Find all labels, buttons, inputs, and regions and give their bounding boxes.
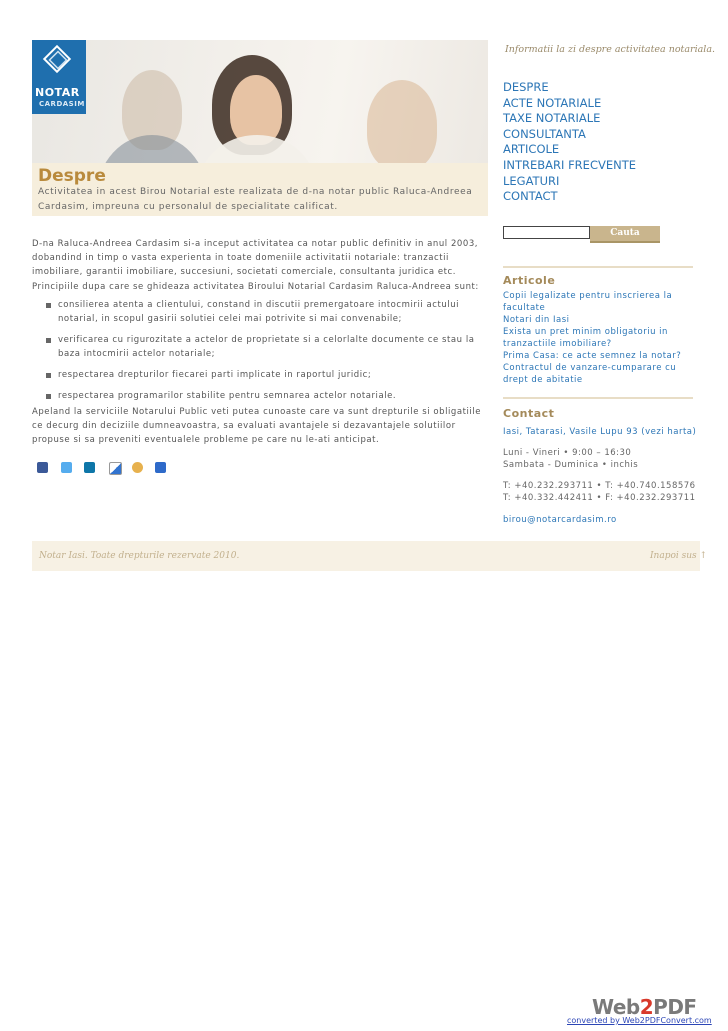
- web2pdf-logo-part: PDF: [653, 995, 697, 1019]
- sidebar-divider: [503, 266, 693, 268]
- search-button[interactable]: Cauta: [590, 226, 660, 243]
- article-link[interactable]: Contractul de vanzare-cumparare cu drept de abitatie: [503, 363, 677, 385]
- contact-hours-weekday: Luni - Vineri • 9:00 – 16:30: [503, 448, 632, 458]
- contact-heading: Contact: [503, 407, 555, 420]
- articles-list: [503, 290, 693, 386]
- back-to-top-link[interactable]: Inapoi sus ↑: [650, 551, 708, 561]
- page-title: Despre: [38, 166, 106, 186]
- main-nav: [503, 80, 636, 205]
- nav-item-acte-notariale[interactable]: ACTE NOTARIALE: [503, 95, 602, 110]
- delicious-icon[interactable]: [109, 462, 122, 475]
- contact-address-link[interactable]: Iasi, Tatarasi, Vasile Lupu 93 (vezi harta): [503, 427, 697, 437]
- addthis-icon[interactable]: [155, 462, 166, 473]
- nav-item-consultanta[interactable]: CONSULTANTA: [503, 126, 586, 141]
- article-link[interactable]: Exista un pret minim obligatoriu in tranzactiile imobiliare?: [503, 327, 668, 349]
- search-input[interactable]: [503, 226, 590, 239]
- list-item: verificarea cu rigurozitate a actelor de proprietate si a celorlalte documente ce stau la baza intocmirii actelor notariale;: [58, 333, 478, 361]
- linkedin-icon[interactable]: [84, 462, 95, 473]
- article-link[interactable]: Notari din Iasi: [503, 315, 570, 325]
- sidebar-divider: [503, 397, 693, 399]
- outro-paragraph: Apeland la serviciile Notarului Public veti putea cunoaste care va sunt drepturile si obligatiile ce decurg din deciziile dumneavoastra, sa evaluati avantajele si dezavantajele solutiilor propuse si sa preveniti eventualele probleme pe care nu le-ati anticipat.: [32, 407, 482, 445]
- logo-mark-icon: [42, 44, 74, 76]
- nav-item-despre[interactable]: DESPRE: [503, 80, 549, 94]
- intro-paragraph: D-na Raluca-Andreea Cardasim si-a inceput activitatea ca notar public definitiv in anul 2003, dobandind in timp o vasta experienta in toate domeniile activitatii notariale: tranzactii imobiliare, garantii imobiliare, succesiuni, societati comerciale, consultanta juridica etc.: [32, 239, 479, 277]
- list-item: respectarea programarilor stabilite pentru semnarea actelor notariale.: [58, 389, 478, 403]
- logo-text-notar: NOTAR: [35, 86, 80, 99]
- nav-item-legaturi[interactable]: LEGATURI: [503, 173, 560, 188]
- facebook-icon[interactable]: [37, 462, 48, 473]
- contact-phone-1: T: +40.232.293711 • T: +40.740.158576: [503, 481, 696, 491]
- list-item: respectarea drepturilor fiecarei parti implicate in raportul juridic;: [58, 368, 478, 382]
- nav-item-taxe-notariale[interactable]: TAXE NOTARIALE: [503, 111, 601, 126]
- site-logo[interactable]: [32, 40, 86, 114]
- article-link[interactable]: Copii legalizate pentru inscrierea la facultate: [503, 291, 673, 313]
- nav-item-contact[interactable]: CONTACT: [503, 189, 558, 204]
- footer-copyright: Notar Iasi. Toate drepturile rezervate 2010.: [39, 551, 240, 561]
- web2pdf-link[interactable]: converted by Web2PDFConvert.com: [567, 1016, 712, 1025]
- contact-phone-2: T: +40.332.442411 • F: +40.232.293711: [503, 493, 696, 503]
- list-item: consilierea atenta a clientului, constand in discutii premergatoare intocmirii actului notarial, in scopul gasirii solutiei celei mai potrivite si mai convenabile;: [58, 298, 478, 326]
- web2pdf-logo-part: 2: [639, 995, 654, 1019]
- twitter-icon[interactable]: [61, 462, 72, 473]
- nav-item-articole[interactable]: ARTICOLE: [503, 142, 560, 157]
- site-tagline: Informatii la zi despre activitatea notariala.: [505, 44, 715, 55]
- articles-heading: Articole: [503, 274, 556, 287]
- contact-email-link[interactable]: birou@notarcardasim.ro: [503, 515, 617, 525]
- article-link[interactable]: Prima Casa: ce acte semnez la notar?: [503, 351, 682, 361]
- page-subtitle: Activitatea in acest Birou Notarial este realizata de d-na notar public Raluca-Andreea Cardasim, impreuna cu personalul de specialitate calificat.: [38, 187, 473, 212]
- web2pdf-logo-part: Web: [592, 995, 640, 1019]
- principles-list: [58, 298, 478, 410]
- principles-lead: Principiile dupa care se ghideaza activitatea Biroului Notarial Cardasim Raluca-Andreea sunt:: [32, 282, 479, 292]
- digg-icon[interactable]: [132, 462, 143, 473]
- contact-hours-weekend: Sambata - Duminica • inchis: [503, 460, 639, 470]
- logo-text-cardasim: CARDASIM: [39, 100, 85, 108]
- nav-item-intrebari-frecvente[interactable]: INTREBARI FRECVENTE: [503, 157, 636, 172]
